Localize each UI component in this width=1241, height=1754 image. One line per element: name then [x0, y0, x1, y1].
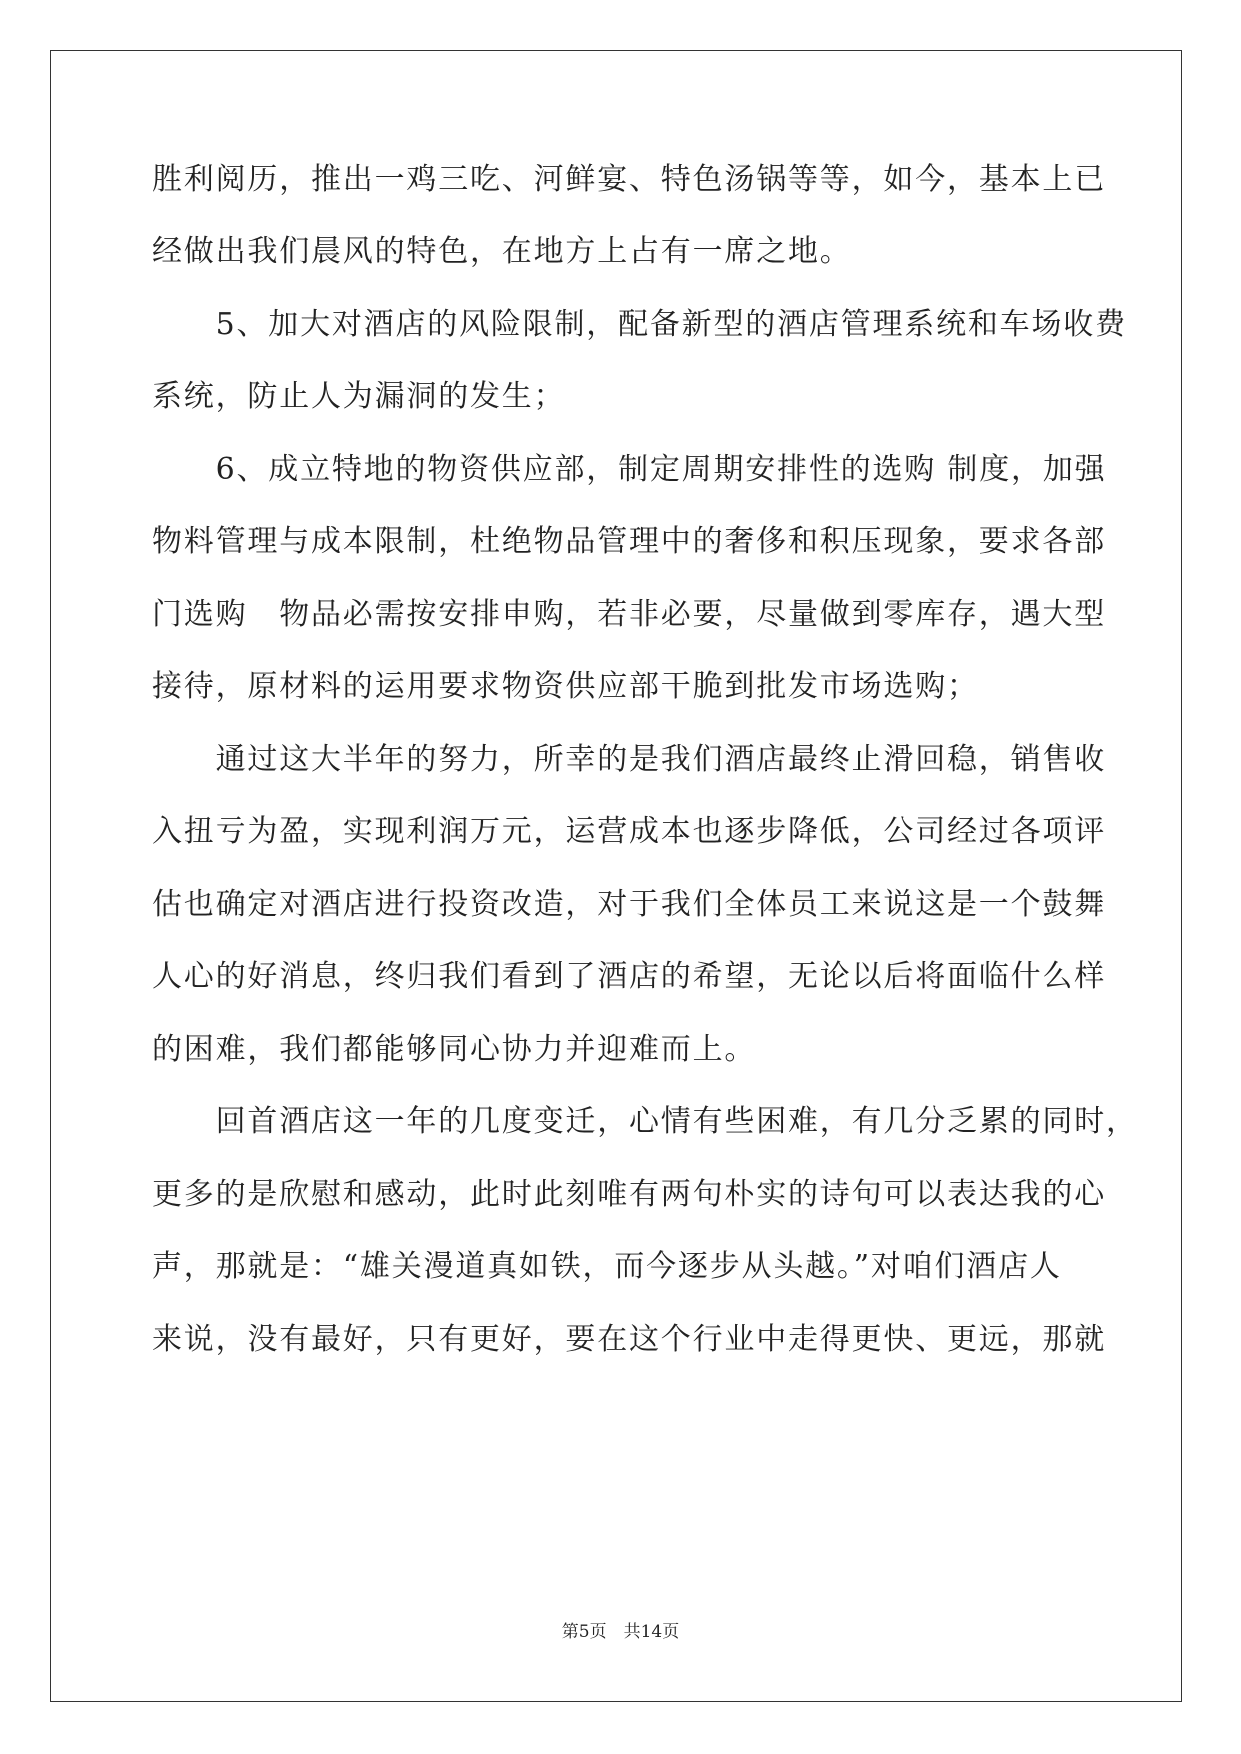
text-line: 经做出我们晨风的特色，在地方上占有一席之地。 — [152, 234, 852, 269]
text-line: 人心的好消息，终归我们看到了酒店的希望，无论以后将面临什么样 — [152, 959, 1106, 994]
text-line: 5、加大对酒店的风险限制，配备新型的酒店管理系统和车场收费 — [152, 307, 1127, 342]
text-line: 6、成立特地的物资供应部，制定周期安排性的选购 制度，加强 — [152, 452, 1107, 487]
text-line: 系统，防止人为漏洞的发生； — [152, 379, 566, 414]
text-line: 估也确定对酒店进行投资改造，对于我们全体员工来说这是一个鼓舞 — [152, 887, 1106, 922]
text-line: 通过这大半年的努力，所幸的是我们酒店最终止滑回稳，销售收 — [152, 742, 1106, 777]
text-line: 声，那就是：“雄关漫道真如铁，而今逐步从头越。”对咱们酒店人 — [152, 1249, 1062, 1284]
text-line: 入扭亏为盈，实现利润万元，运营成本也逐步降低，公司经过各项评 — [152, 814, 1106, 849]
text-line: 回首酒店这一年的几度变迁，心情有些困难，有几分乏累的同时， — [152, 1104, 1138, 1139]
text-line: 门选购 物品必需按安排申购，若非必要，尽量做到零库存，遇大型 — [152, 597, 1106, 632]
text-line: 来说，没有最好，只有更好，要在这个行业中走得更快、更远，那就 — [152, 1322, 1106, 1357]
text-line: 胜利阅历，推出一鸡三吃、河鲜宴、特色汤锅等等，如今，基本上已 — [152, 162, 1106, 197]
text-line: 物料管理与成本限制，杜绝物品管理中的奢侈和积压现象，要求各部 — [152, 524, 1106, 559]
text-line: 更多的是欣慰和感动，此时此刻唯有两句朴实的诗句可以表达我的心 — [152, 1177, 1106, 1212]
page-border — [50, 50, 1182, 1702]
text-line: 的困难，我们都能够同心协力并迎难而上。 — [152, 1032, 757, 1067]
text-line: 接待，原材料的运用要求物资供应部干脆到批发市场选购； — [152, 669, 979, 704]
page-number-footer: 第5页 共14页 — [561, 1622, 680, 1642]
